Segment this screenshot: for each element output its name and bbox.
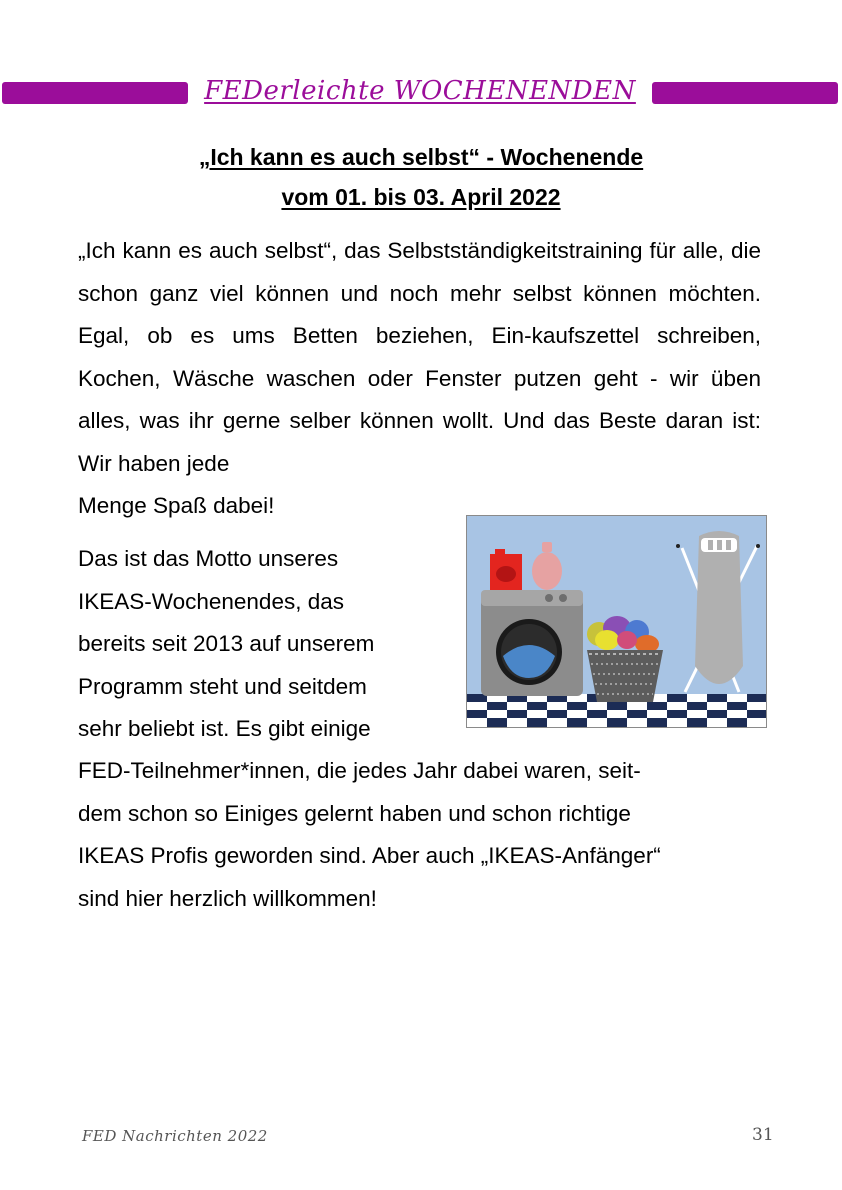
headline-line-2: vom 01. bis 03. April 2022	[281, 184, 561, 210]
paragraph-2-side	[78, 538, 458, 751]
paragraph-2-line: FED-Teilnehmer*innen, die jedes Jahr dabei waren, seit-	[78, 758, 641, 783]
paragraph-2-line: dem schon so Einiges gelernt haben und schon richtige	[78, 800, 631, 826]
page-number: 31	[752, 1125, 774, 1145]
section-title: FEDerleichte WOCHENENDEN	[204, 76, 636, 106]
header-band-left	[2, 82, 188, 104]
detergent-box-icon	[490, 549, 522, 592]
paragraph-2-line: Programm steht und seitdem	[78, 673, 367, 699]
paragraph-2-line: IKEAS Profis geworden sind. Aber auch „IKEAS-Anfänger“	[78, 843, 661, 868]
paragraph-2-line: sehr beliebt ist. Es gibt einige	[78, 716, 371, 741]
paragraph-2-line: Das ist das Motto unseres	[78, 546, 339, 571]
paragraph-1	[78, 230, 761, 528]
washing-machine-icon	[481, 590, 583, 696]
headline-line-1: „Ich kann es auch selbst“ - Wochenende	[198, 144, 644, 170]
footer-publication: FED Nachrichten 2022	[82, 1127, 268, 1145]
paragraph-2-full	[78, 750, 768, 920]
paragraph-1-text: „Ich kann es auch selbst“, das Selbstständigkeitstraining für alle, die schon ganz viel können und noch mehr selbst können möchten. Egal, ob es ums Betten beziehen, Ein-kaufszettel schreiben, Kochen, Wäsche waschen oder Fenster putzen geht - wir üben alles, was ihr gerne selber können wollt. Und das Beste daran ist: Wir haben jede	[78, 238, 761, 476]
header-band-right	[652, 82, 838, 104]
paragraph-2-line: bereits seit 2013 auf unserem	[78, 631, 375, 656]
paragraph-2-line: IKEAS-Wochenendes, das	[78, 588, 344, 614]
paragraph-1-last-line: Menge Spaß dabei!	[78, 493, 275, 518]
paragraph-2-line: sind hier herzlich willkommen!	[78, 885, 377, 911]
laundry-illustration	[466, 515, 767, 728]
